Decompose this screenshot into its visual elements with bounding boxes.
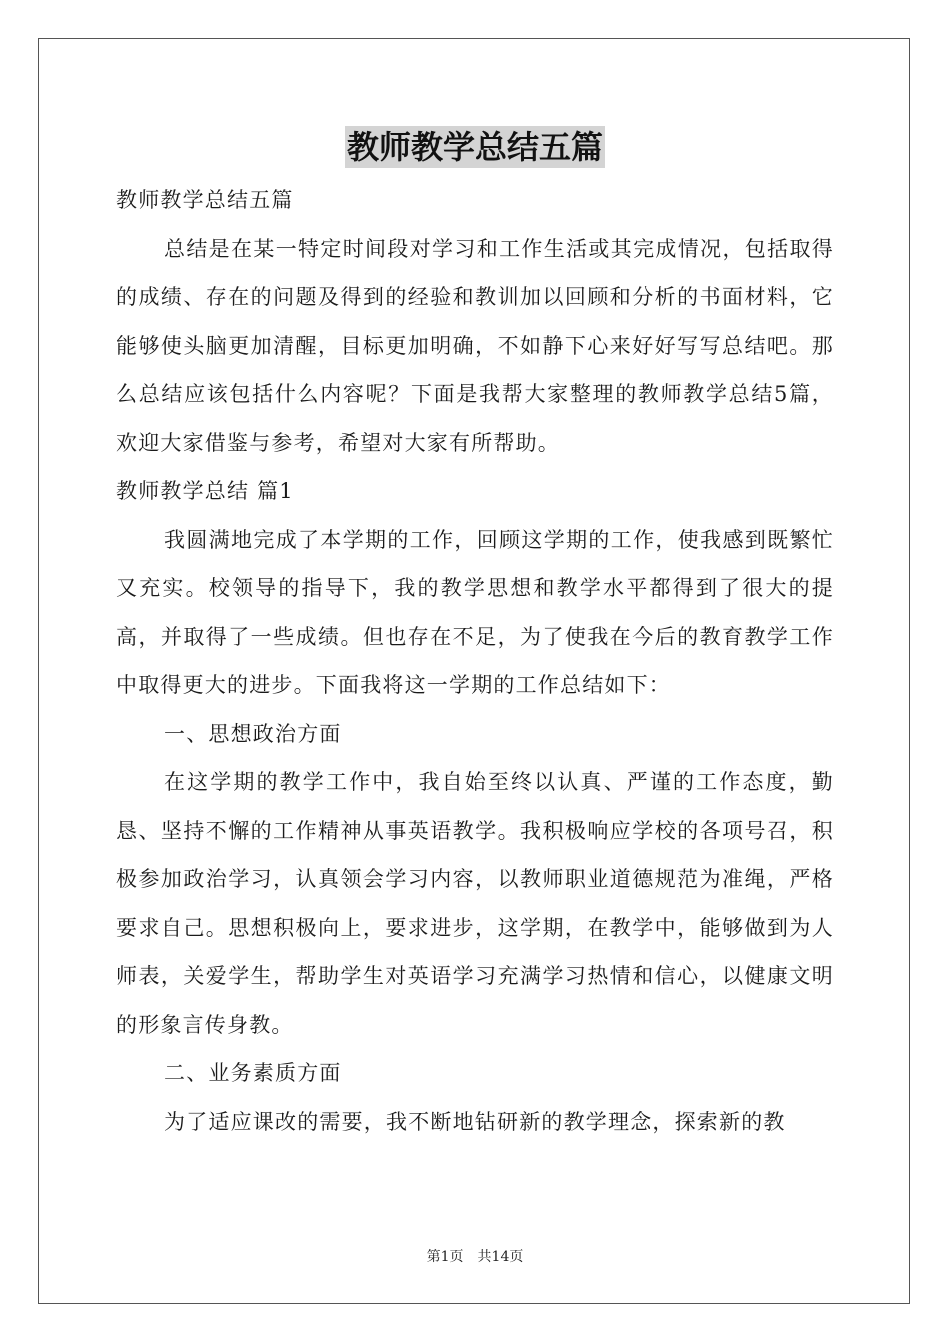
document-title: 教师教学总结五篇: [346, 128, 603, 166]
page-footer: [0, 1247, 950, 1267]
page-number: 第1页: [426, 1249, 464, 1265]
section-heading-part1: 教师教学总结 篇1: [116, 479, 294, 503]
paragraph-professional: 为了适应课改的需要，我不断地钻研新的教学理念，探索新的教: [164, 1109, 786, 1134]
paragraph-subtitle: 教师教学总结五篇: [116, 188, 294, 212]
subheading-ideology: 一、思想政治方面: [164, 721, 342, 746]
page-total: 共14页: [477, 1249, 524, 1265]
document-body: [116, 176, 834, 1146]
paragraph-part1-opening: 我圆满地完成了本学期的工作，回顾这学期的工作，使我感到既繁忙又充实。校领导的指导下，我的教学思想和教学水平都得到了很大的提高，并取得了一些成绩。但也存在不足，为了使我在今后的教育教学工作中取得更大的进步。下面我将这一学期的工作总结如下：: [116, 527, 834, 697]
paragraph-intro: 总结是在某一特定时间段对学习和工作生活或其完成情况，包括取得的成绩、存在的问题及得到的经验和教训加以回顾和分析的书面材料，它能够使头脑更加清醒，目标更加明确，不如静下心来好好写写总结吧。那么总结应该包括什么内容呢？下面是我帮大家整理的教师教学总结5篇，欢迎大家借鉴与参考，希望对大家有所帮助。: [116, 236, 834, 455]
paragraph-ideology: 在这学期的教学工作中，我自始至终以认真、严谨的工作态度，勤恳、坚持不懈的工作精神从事英语教学。我积极响应学校的各项号召，积极参加政治学习，认真领会学习内容，以教师职业道德规范为准绳，严格要求自己。思想积极向上，要求进步，这学期，在教学中，能够做到为人师表，关爱学生，帮助学生对英语学习充满学习热情和信心，以健康文明的形象言传身教。: [116, 770, 834, 1037]
title-container: [0, 126, 950, 168]
subheading-professional: 二、业务素质方面: [164, 1061, 342, 1085]
